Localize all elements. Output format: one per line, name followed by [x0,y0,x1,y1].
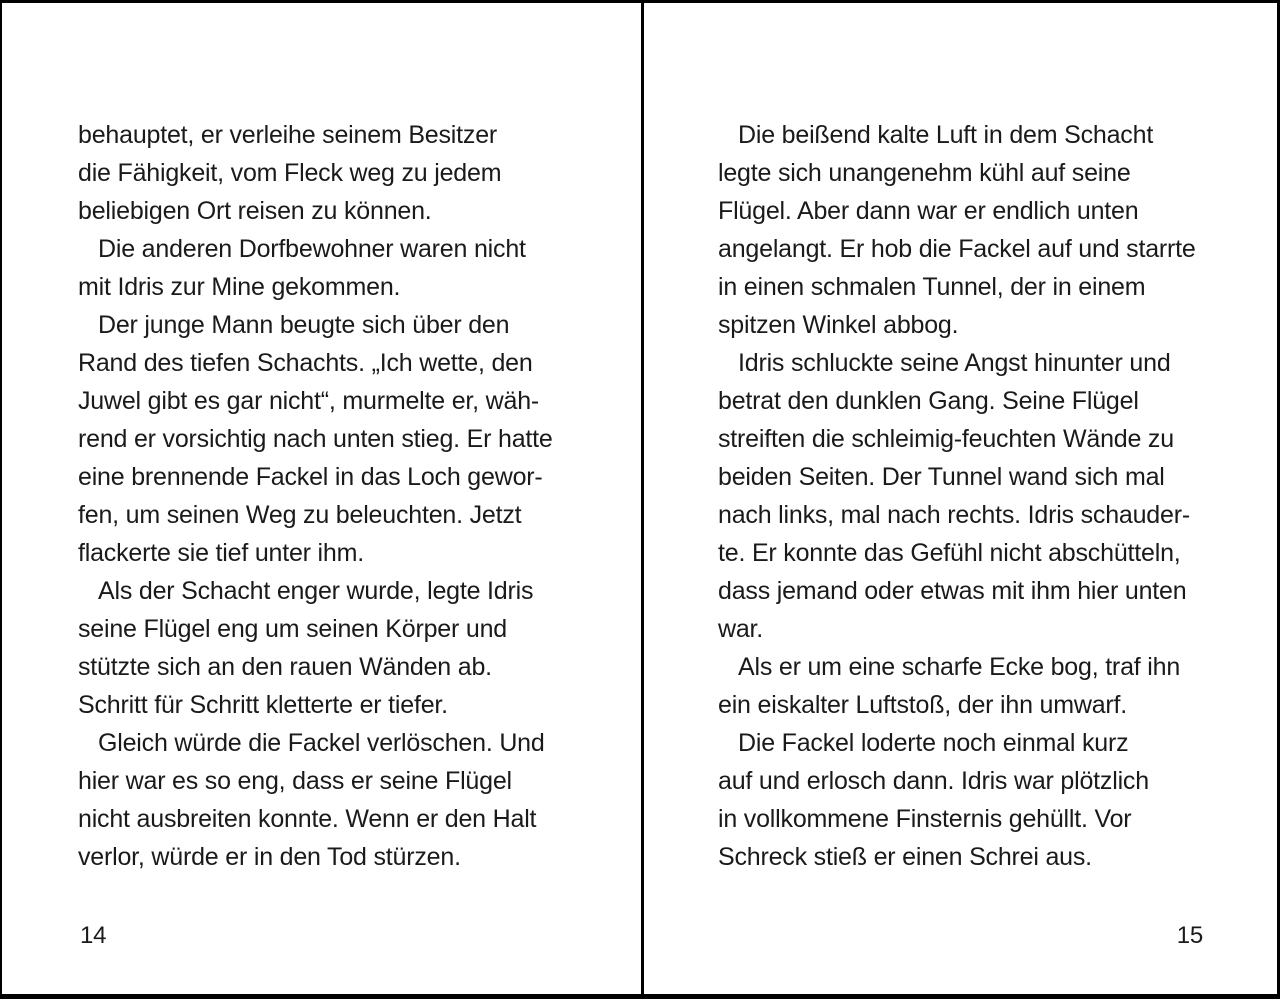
text-line: beliebigen Ort reisen zu können. [78,197,432,225]
text-line: behauptet, er verleihe seinem Besitzer [78,121,498,149]
text-line: nicht ausbreiten konnte. Wenn er den Halt [78,805,537,833]
text-line: te. Er konnte das Gefühl nicht abschütteln, [718,539,1181,567]
page-number-left: 14 [80,922,107,949]
text-line: Idris schluckte seine Angst hinunter und [738,349,1171,377]
text-line: mit Idris zur Mine gekommen. [78,273,401,301]
text-line: in einen schmalen Tunnel, der in einem [718,273,1146,301]
text-line: Schritt für Schritt kletterte er tiefer. [78,691,448,719]
text-line: stützte sich an den rauen Wänden ab. [78,653,492,681]
text-line: legte sich unangenehm kühl auf seine [718,159,1131,187]
text-line: ein eiskalter Luftstoß, der ihn umwarf. [718,691,1128,719]
text-line: Der junge Mann beugte sich über den [98,311,510,339]
text-line: streiften die schleimig-feuchten Wände zu [718,425,1174,453]
text-line: auf und erlosch dann. Idris war plötzlich [718,767,1149,795]
text-line: betrat den dunklen Gang. Seine Flügel [718,387,1139,415]
text-line: Die beißend kalte Luft in dem Schacht [738,121,1154,149]
page-right [644,3,1277,994]
text-line: Die anderen Dorfbewohner waren nicht [98,235,526,263]
text-line: fen, um seinen Weg zu beleuchten. Jetzt [78,501,522,529]
text-line: rend er vorsichtig nach unten stieg. Er hatte [78,425,553,453]
text-line: Als der Schacht enger wurde, legte Idris [98,577,534,605]
text-line: die Fähigkeit, vom Fleck weg zu jedem [78,159,502,187]
text-line: Flügel. Aber dann war er endlich unten [718,197,1139,225]
text-line: Als er um eine scharfe Ecke bog, traf ihn [738,653,1181,681]
text-line: flackerte sie tief unter ihm. [78,539,364,567]
text-line: spitzen Winkel abbog. [718,311,959,339]
text-line: hier war es so eng, dass er seine Flügel [78,767,512,795]
text-line: Gleich würde die Fackel verlöschen. Und [98,729,545,757]
text-line: verlor, würde er in den Tod stürzen. [78,843,461,871]
text-block-right [644,3,1277,876]
text-line: dass jemand oder etwas mit ihm hier unten [718,577,1187,605]
text-line: eine brennende Fackel in das Loch gewor- [78,463,543,491]
text-block-left [2,3,641,876]
text-line: Schreck stieß er einen Schrei aus. [718,843,1092,871]
text-line: seine Flügel eng um seinen Körper und [78,615,507,643]
text-line: in vollkommene Finsternis gehüllt. Vor [718,805,1132,833]
text-line: nach links, mal nach rechts. Idris schauder- [718,501,1190,529]
page-number-right: 15 [1176,922,1203,949]
page-left [2,3,641,994]
text-line: Rand des tiefen Schachts. „Ich wette, den [78,349,533,377]
text-line: Juwel gibt es gar nicht“, murmelte er, wäh- [78,387,540,415]
text-line: Die Fackel loderte noch einmal kurz [738,729,1129,757]
text-line: beiden Seiten. Der Tunnel wand sich mal [718,463,1165,491]
text-line: war. [718,615,764,643]
text-line: angelangt. Er hob die Fackel auf und starrte [718,235,1196,263]
